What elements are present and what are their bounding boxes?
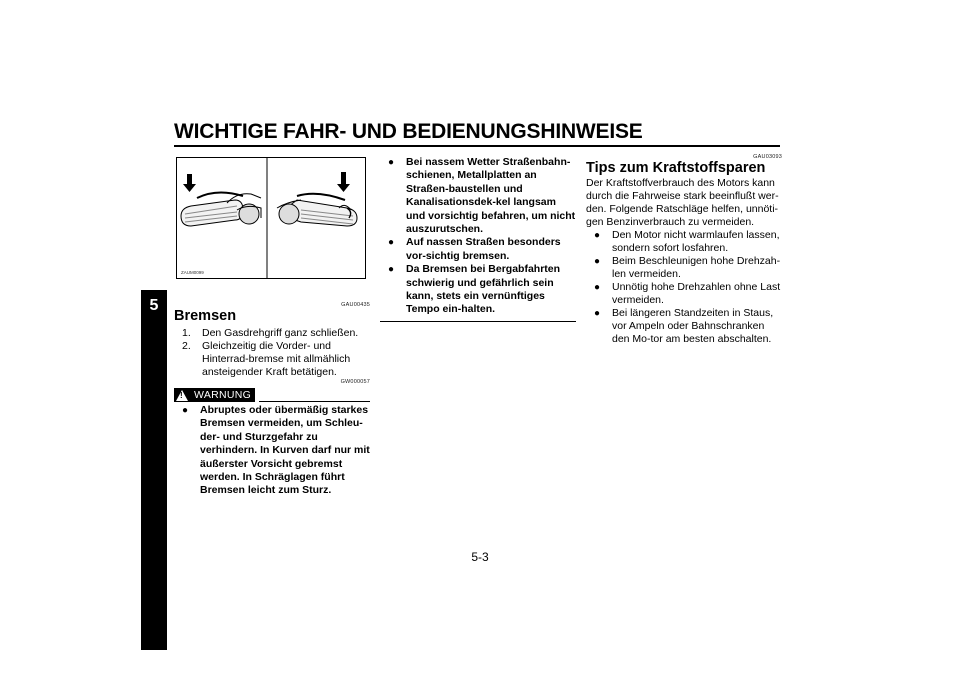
bullet-icon: ● — [594, 230, 601, 241]
handlebar-illustration — [176, 157, 366, 279]
list-item: ● Auf nassen Straßen besonders vor-sichtig bremsen. — [380, 236, 576, 263]
section-heading: Bremsen — [174, 308, 237, 324]
fuel-tips-list — [586, 229, 782, 346]
warning-triangle-icon: ! — [176, 390, 188, 401]
bullet-icon: ● — [388, 264, 395, 276]
bullet-icon: ● — [388, 237, 395, 249]
page-number: 5-3 — [471, 550, 489, 564]
figure-code: ZAUM0099 — [181, 270, 204, 275]
wet-road-list — [380, 156, 576, 317]
chapter-number: 5 — [149, 297, 159, 314]
arrow-down-icon — [183, 174, 196, 192]
fuel-saving-section — [586, 154, 782, 346]
warning-code: GW000057 — [340, 379, 370, 385]
section-heading: Tips zum Kraftstoffsparen — [586, 160, 766, 176]
list-item: ● Bei nassem Wetter Straßenbahn-schienen, Metallplatten an Straßen-baustellen und Kanalisationsdek-kel langsam und vorsichtig befahren, um nicht auszurutschen. — [380, 156, 576, 236]
section-code: GAU00435 — [341, 302, 370, 308]
list-item: ● Da Bremsen bei Bergabfahrten schwierig und gefährlich sein kann, stets ein vernünftiges Tempo ein-halten. — [380, 263, 576, 317]
list-item: ● Beim Beschleunigen hohe Drehzah-len vermeiden. — [586, 255, 782, 281]
page-title: WICHTIGE FAHR- UND BEDIENUNGSHINWEISE — [174, 120, 780, 147]
bullet-icon: ● — [594, 282, 601, 293]
list-item: 1. Den Gasdrehgriff ganz schließen. — [182, 327, 359, 339]
section-code: GAU03093 — [753, 154, 782, 160]
list-item: ● Unnötig hohe Drehzahlen ohne Last vermeiden. — [586, 281, 782, 307]
brake-steps — [174, 327, 370, 379]
list-item: 2. Gleichzeitig die Vorder- und Hinterrad-bremse mit allmählich ansteigender Kraft betätigen. — [182, 340, 351, 378]
handlebar-drawing — [177, 158, 365, 278]
list-item: ● Abruptes oder übermäßig starkes Bremsen vermeiden, um Schleu-der- und Sturzgefahr zu verhindern. In Kurven darf nur mit äußerster Vorsicht gebremst werden. In Schräglagen führt Bremsen leicht zum Sturz. — [174, 404, 370, 498]
list-item: ● Bei längeren Standzeiten in Staus, vor Ampeln oder Bahnschranken den Mo-tor am besten abschalten. — [586, 307, 782, 346]
title-rule — [174, 146, 780, 147]
wet-road-warnings — [380, 154, 576, 322]
bullet-icon: ● — [594, 256, 601, 267]
bullet-icon: ● — [388, 157, 395, 168]
warning-rule — [259, 401, 370, 402]
list-item: ● Den Motor nicht warmlaufen lassen, sondern sofort losfahren. — [586, 229, 782, 255]
bullet-icon: ● — [182, 405, 189, 416]
arrow-down-icon — [337, 172, 350, 192]
bullet-icon: ● — [594, 308, 601, 319]
warning-header — [174, 388, 370, 402]
brakes-section — [174, 302, 370, 498]
warning-end-rule — [380, 321, 576, 322]
warning-badge: ! WARNUNG — [174, 388, 255, 402]
fuel-intro: Der Kraftstoffverbrauch des Motors kann durch die Fahrweise stark beeinflußt wer-den. Folgende Ratschläge helfen, unnöti-gen Benzinverbrauch zu vermeiden. — [586, 177, 779, 228]
warning-list — [174, 404, 370, 498]
chapter-tab — [141, 290, 167, 650]
